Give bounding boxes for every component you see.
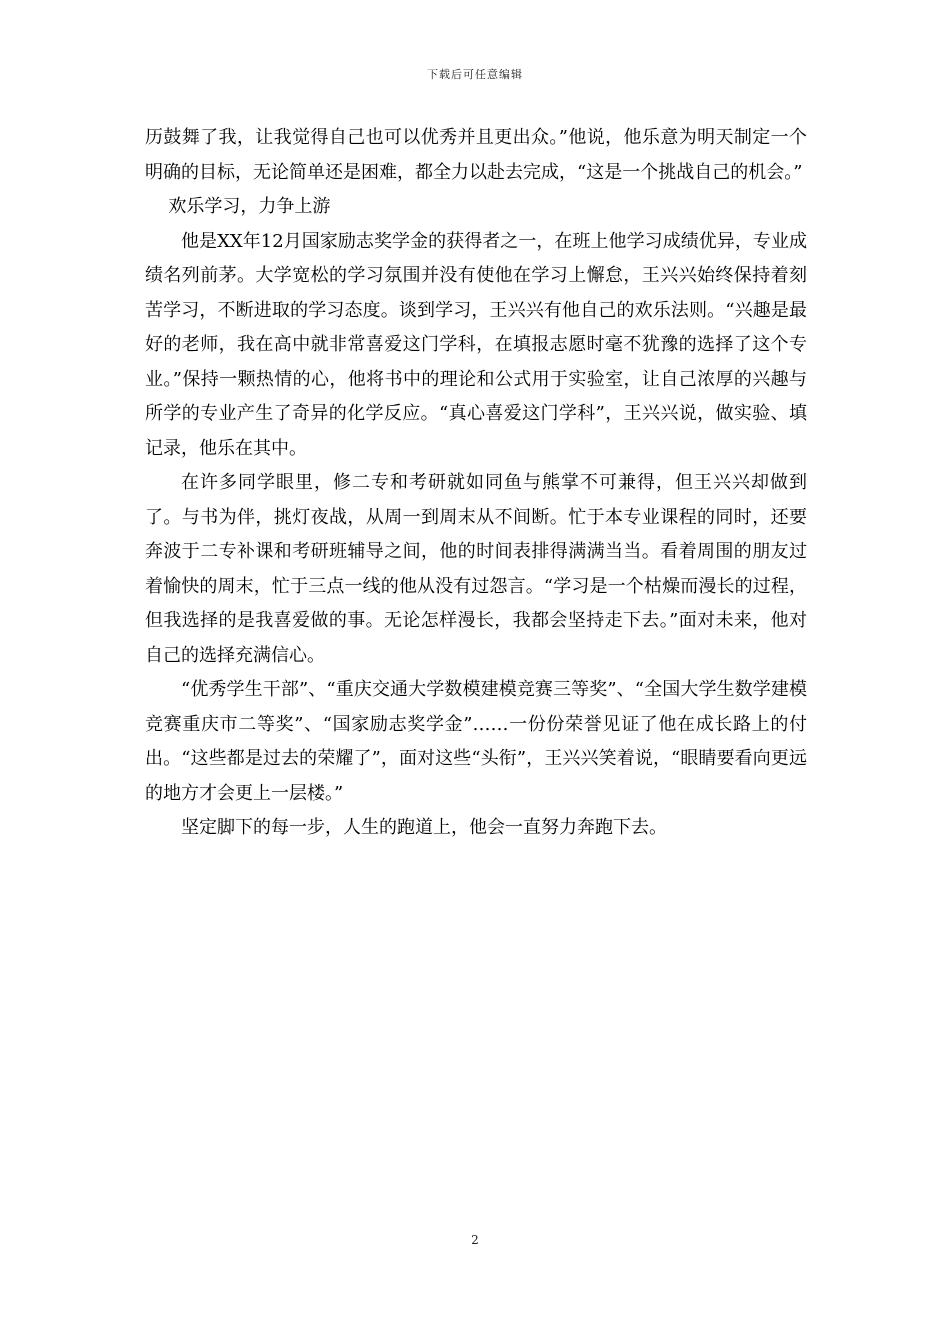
page-header: 下载后可任意编辑 bbox=[427, 68, 523, 81]
section-heading: 欢乐学习，力争上游 bbox=[168, 196, 331, 217]
paragraph-continuation: 历鼓舞了我，让我觉得自己也可以优秀并且更出众。”他说，他乐意为明天制定一个明确的目标，无论简单还是困难，都全力以赴去完成，“这是一个挑战自己的机会。” bbox=[145, 127, 807, 183]
paragraph-effort: 在许多同学眼里，修二专和考研就如同鱼与熊掌不可兼得，但王兴兴却做到了。与书为伴，挑灯夜战，从周一到周末从不间断。忙于本专业课程的同时，还要奔波于二专补课和考研班辅导之间，他的时间表排得满满当当。看着周围的朋友过着愉快的周末，忙于三点一线的他从没有过怨言。“学习是一个枯燥而漫长的过程，但我选择的是我喜爱做的事。无论怎样漫长，我都会坚持走下去。”面对未来，他对自己的选择充满信心。 bbox=[145, 472, 807, 666]
document-body bbox=[145, 121, 807, 846]
paragraph-honors: “优秀学生干部”、“重庆交通大学数模建模竞赛三等奖”、“全国大学生数学建模竞赛重庆市二等奖”、“国家励志奖学金”……一份份荣誉见证了他在成长路上的付出。“这些都是过去的荣耀了”，面对这些“头衔”，王兴兴笑着说，“眼睛要看向更远的地方才会更上一层楼。” bbox=[145, 679, 807, 804]
paragraph-closing: 坚定脚下的每一步，人生的跑道上，他会一直努力奔跑下去。 bbox=[181, 817, 667, 838]
page-number: 2 bbox=[471, 1233, 479, 1247]
paragraph-learning: 他是XX年12月国家励志奖学金的获得者之一，在班上他学习成绩优异，专业成绩名列前茅。大学宽松的学习氛围并没有使他在学习上懈怠，王兴兴始终保持着刻苦学习，不断进取的学习态度。谈到学习，王兴兴有他自己的欢乐法则。“兴趣是最好的老师，我在高中就非常喜爱这门学科，在填报志愿时毫不犹豫的选择了这个专业。”保持一颗热情的心，他将书中的理论和公式用于实验室，让自己浓厚的兴趣与所学的专业产生了奇异的化学反应。“真心喜爱这门学科”，王兴兴说，做实验、填记录，他乐在其中。 bbox=[145, 230, 807, 459]
